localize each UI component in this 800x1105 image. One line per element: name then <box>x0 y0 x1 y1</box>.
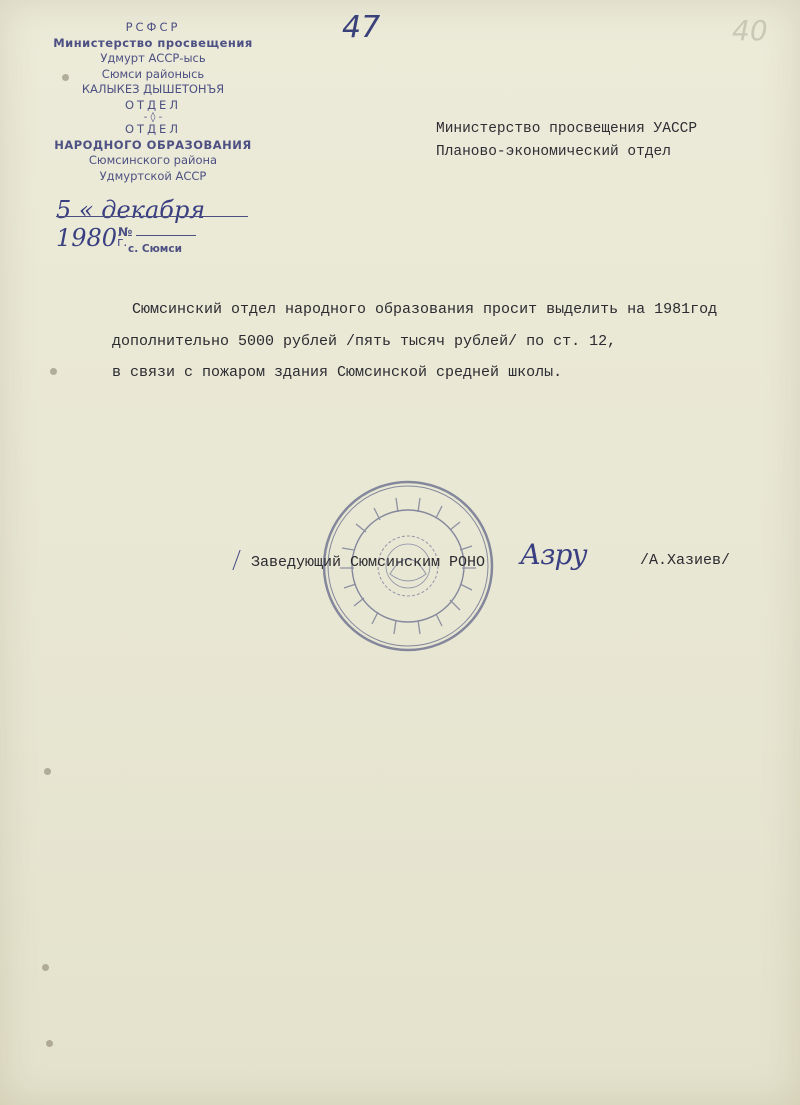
binding-hole <box>44 768 51 775</box>
date-month: декабря <box>101 196 206 224</box>
handwritten-signature <box>520 538 587 571</box>
addressee-line: Планово-экономический отдел <box>436 144 671 160</box>
signatory-name: /А.Хазиев/ <box>640 552 731 569</box>
signatory-position: Заведующий Сюмсинским РОНО <box>251 554 486 571</box>
letterhead-place: с. Сюмси <box>128 243 182 255</box>
addressee-block <box>436 118 697 164</box>
number-underline <box>136 235 196 236</box>
number-label: № <box>118 225 133 239</box>
letterhead-line: НАРОДНОГО ОБРАЗОВАНИЯ <box>54 137 252 152</box>
letterhead-line: ОТДЕЛ <box>125 122 181 136</box>
body-line: Сюмсинский отдел народного образования просит выделить на 1981год <box>132 301 718 318</box>
body-line: дополнительно 5000 рублей /пять тысяч рублей/ по ст. 12, <box>112 332 617 350</box>
archive-old-page-number: 40 <box>732 14 768 47</box>
letterhead-line: Сюмсинского района <box>88 153 218 167</box>
handwritten-mark <box>232 550 248 570</box>
letterhead-separator: - ◊ - <box>143 112 163 123</box>
binding-hole <box>50 368 57 375</box>
letterhead-line: КАЛЫКЕЗ ДЫШЕТОНЪЯ <box>81 82 225 96</box>
letter-body <box>112 294 717 389</box>
letterhead-line: Министерство просвещения <box>53 35 253 50</box>
binding-hole <box>46 1040 53 1047</box>
letterhead-stamp <box>48 20 258 184</box>
autograph-text: Азру <box>520 538 587 571</box>
letterhead-line: РСФСР <box>125 20 181 34</box>
letterhead-number <box>118 225 196 239</box>
date-year: 1980 <box>56 224 118 252</box>
addressee-line: Министерство просвещения УАССР <box>436 121 698 137</box>
body-line: в связи с пожаром здания Сюмсинской средней школы. <box>112 364 563 381</box>
letterhead-line: Сюмси районысь <box>101 66 205 81</box>
signature-line <box>236 550 485 571</box>
date-suffix: г. <box>117 235 128 249</box>
letterhead-date: 5 « декабря 1980г. <box>56 196 276 252</box>
date-day: 5 <box>56 196 72 224</box>
date-underline <box>56 216 248 217</box>
archive-page-number: 47 <box>342 10 381 45</box>
binding-hole <box>42 964 49 971</box>
letterhead-line: Удмуртской АССР <box>99 168 207 183</box>
letterhead-line: Удмурт АССР-ысь <box>100 51 206 65</box>
letterhead-line: ОТДЕЛ <box>125 97 181 112</box>
binding-hole <box>62 74 69 81</box>
